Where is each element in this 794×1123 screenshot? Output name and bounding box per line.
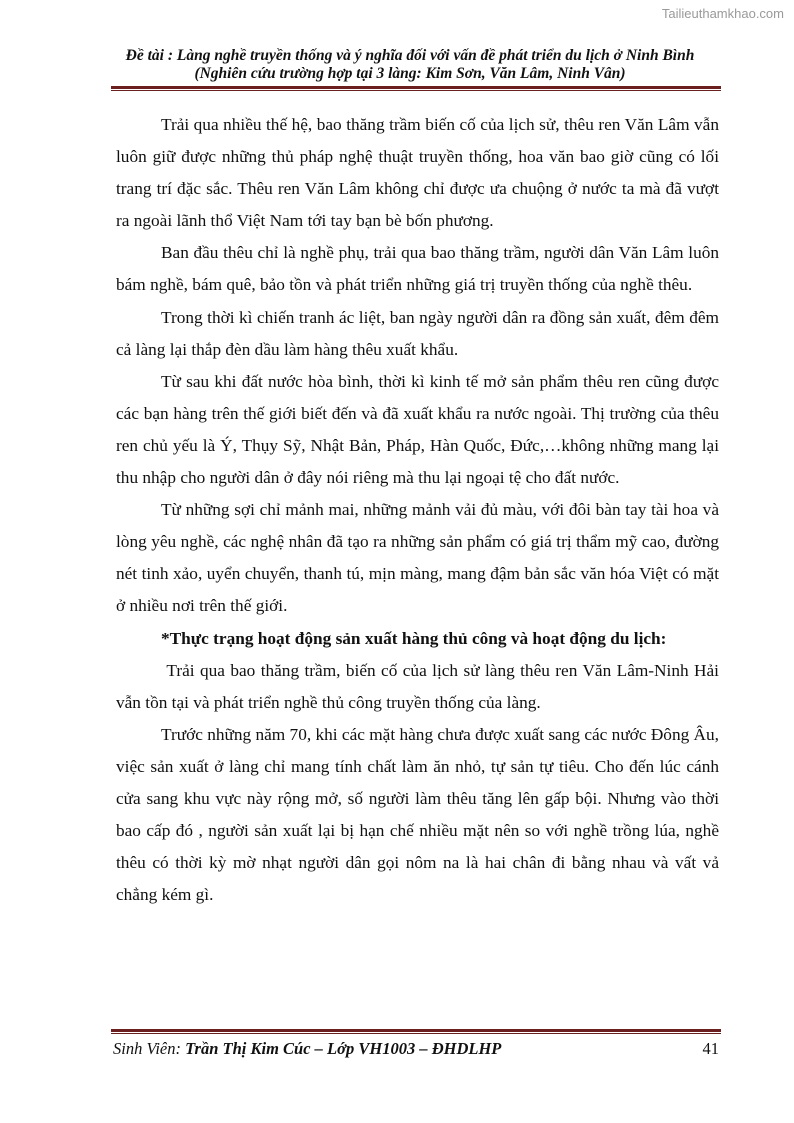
page-header (100, 47, 720, 83)
watermark: Tailieuthamkhao.com (661, 6, 784, 21)
document-body (116, 109, 724, 911)
paragraph: Trải qua bao thăng trầm, biến cố của lịch sử làng thêu ren Văn Lâm-Ninh Hải vẫn tồn tại và phát triển nghề thủ công truyền thống của làng. (116, 660, 724, 712)
page-number: 41 (702, 1039, 719, 1058)
footer-divider (111, 1029, 721, 1034)
paragraph: Trải qua nhiều thế hệ, bao thăng trầm biến cố của lịch sử, thêu ren Văn Lâm vẫn luôn giữ được những thủ pháp nghệ thuật truyền thống, hoa văn bao giờ cũng có lối trang trí đặc sắc. Thêu ren Văn Lâm không chỉ được ưa chuộng ở nước ta mà đã vượt ra ngoài lãnh thổ Việt Nam tới tay bạn bè bốn phương. (116, 115, 719, 231)
paragraph: Từ những sợi chỉ mảnh mai, những mảnh vải đủ màu, với đôi bàn tay tài hoa và lòng yêu nghề, các nghệ nhân đã tạo ra những sản phẩm có giá trị thẩm mỹ cao, đường nét tinh xảo, uyển chuyển, thanh tú, mịn màng, mang đậm bản sắc văn hóa Việt có mặt ở nhiều nơi trên thế giới. (116, 500, 719, 616)
header-divider (111, 86, 721, 91)
header-title: Đề tài : Làng nghề truyền thống và ý nghĩa đối với vấn đề phát triển du lịch ở Ninh Bình (125, 47, 695, 64)
header-subtitle: (Nghiên cứu trường hợp tại 3 làng: Kim Sơn, Văn Lâm, Ninh Vân) (194, 65, 626, 82)
paragraph: Từ sau khi đất nước hòa bình, thời kì kinh tế mở sản phẩm thêu ren cũng được các bạn hàng trên thế giới biết đến và đã xuất khẩu ra nước ngoài. Thị trường của thêu ren chủ yếu là Ý, Thụy Sỹ, Nhật Bản, Pháp, Hàn Quốc, Đức,…không những mang lại thu nhập cho người dân ở đây nói riêng mà thu lại ngoại tệ cho đất nước. (116, 371, 719, 488)
paragraph: Trước những năm 70, khi các mặt hàng chưa được xuất sang các nước Đông Âu, việc sản xuất ở làng chỉ mang tính chất làm ăn nhỏ, tự sản tự tiêu. Cho đến lúc cánh cửa sang khu vực này rộng mở, số người làm thêu tăng lên gấp bội. Nhưng vào thời bao cấp đó , người sản xuất lại bị hạn chế nhiều mặt nên so với nghề trồng lúa, nghề thêu có thời kỳ mờ nhạt người dân gọi nôm na là hai chân đi bằng nhau và vất vả chẳng kém gì. (116, 724, 719, 905)
paragraph: Trong thời kì chiến tranh ác liệt, ban ngày người dân ra đồng sản xuất, đêm đêm cả làng lại thắp đèn dầu làm hàng thêu xuất khẩu. (116, 307, 719, 359)
paragraph: Ban đầu thêu chỉ là nghề phụ, trải qua bao thăng trầm, người dân Văn Lâm luôn bám nghề, bám quê, bảo tồn và phát triển những giá trị truyền thống của nghề thêu. (116, 243, 719, 295)
footer-author: Trần Thị Kim Cúc – Lớp VH1003 – ĐHDLHP (185, 1039, 502, 1058)
footer-label: Sinh Viên: (113, 1039, 186, 1058)
page-footer (113, 1039, 719, 1059)
section-heading: *Thực trạng hoạt động sản xuất hàng thủ công và hoạt động du lịch: (161, 628, 667, 648)
